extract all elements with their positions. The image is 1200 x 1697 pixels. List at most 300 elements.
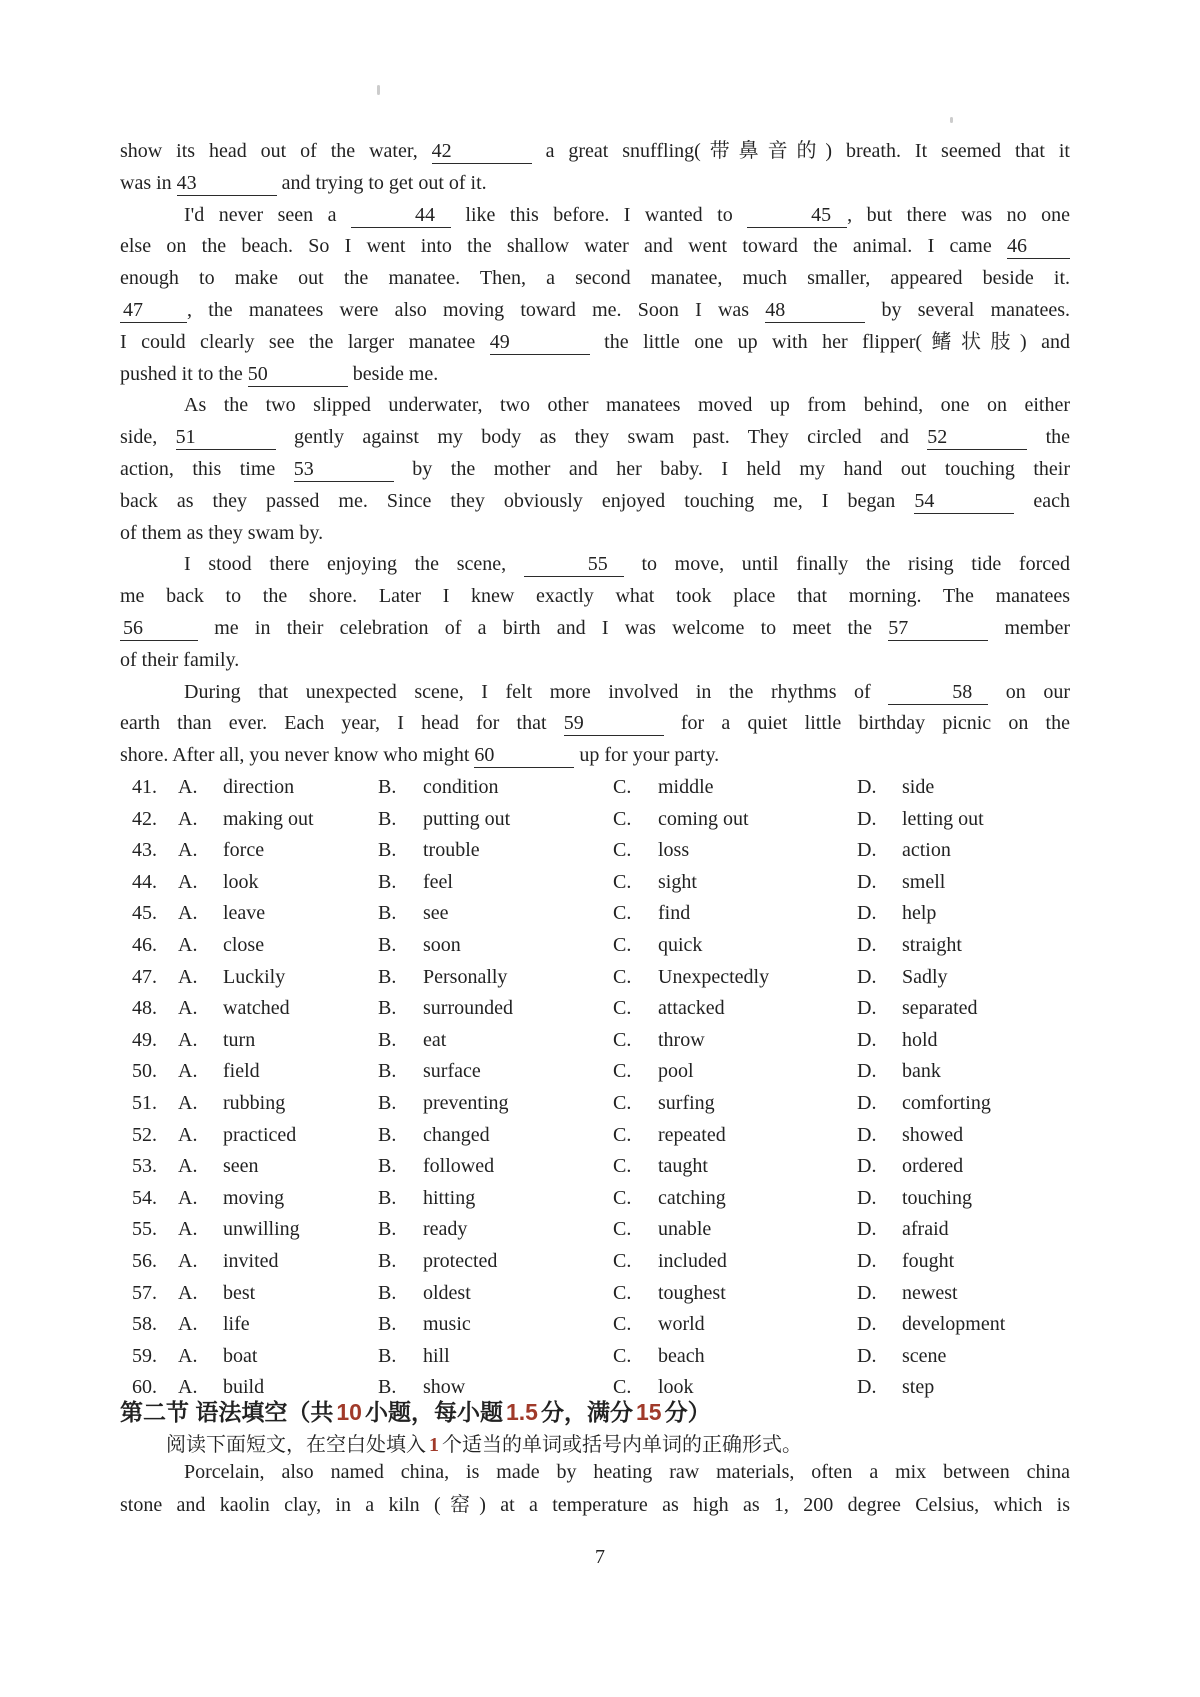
blank-53: 53 xyxy=(294,458,394,482)
option-letter-d: D. xyxy=(857,1376,877,1399)
option-letter-a: A. xyxy=(178,1218,198,1241)
option-letter-b: B. xyxy=(378,1186,397,1209)
option-letter-a: A. xyxy=(178,776,198,798)
blank-54: 54 xyxy=(914,490,1014,514)
option-letter-a: A. xyxy=(178,1186,198,1209)
option-b xyxy=(378,867,613,899)
option-number: 41. xyxy=(132,776,157,798)
option-word-b: preventing xyxy=(423,1091,509,1114)
option-word-d: scene xyxy=(902,1344,947,1367)
option-number: 42. xyxy=(132,807,157,830)
option-row xyxy=(120,930,1130,962)
option-word-d: touching xyxy=(902,1186,972,1209)
option-word-b: Personally xyxy=(423,965,508,988)
option-number: 51. xyxy=(132,1091,157,1114)
option-word-a: build xyxy=(223,1376,265,1399)
option-b xyxy=(378,804,613,836)
option-number: 46. xyxy=(132,933,157,956)
option-word-c: included xyxy=(658,1249,727,1272)
option-letter-a: A. xyxy=(178,1028,198,1051)
option-word-a: direction xyxy=(223,776,295,798)
blank-43: 43 xyxy=(177,172,277,196)
option-number: 48. xyxy=(132,997,157,1020)
option-word-d: newest xyxy=(902,1281,958,1304)
option-word-c: toughest xyxy=(658,1281,726,1304)
option-d xyxy=(857,1025,1130,1057)
option-word-b: surrounded xyxy=(423,997,513,1020)
option-word-b: trouble xyxy=(423,839,480,862)
option-a xyxy=(178,993,378,1025)
option-b xyxy=(378,1025,613,1057)
passage-line: pushed it to the 50 beside me. xyxy=(120,362,439,385)
option-b xyxy=(378,772,613,804)
option-c xyxy=(613,1246,857,1278)
option-word-d: separated xyxy=(902,997,978,1020)
option-letter-d: D. xyxy=(857,1028,877,1051)
cloze-options-table xyxy=(120,772,1130,1404)
option-word-a: unwilling xyxy=(223,1218,300,1241)
option-word-b: ready xyxy=(423,1218,468,1241)
passage-line: earth than ever. Each year, I head for that 59 for a quiet little birthday picnic on the xyxy=(120,712,1070,735)
option-letter-d: D. xyxy=(857,870,877,893)
option-word-c: beach xyxy=(658,1344,705,1367)
option-d xyxy=(857,1056,1130,1088)
option-letter-a: A. xyxy=(178,1281,198,1304)
option-c xyxy=(613,1088,857,1120)
option-word-a: rubbing xyxy=(223,1091,286,1114)
option-letter-b: B. xyxy=(378,839,397,862)
blank-56: 56 xyxy=(120,617,198,641)
option-a xyxy=(178,1183,378,1215)
option-letter-a: A. xyxy=(178,1123,198,1146)
option-d xyxy=(857,867,1130,899)
blank-51: 51 xyxy=(176,426,276,450)
option-number: 56. xyxy=(132,1249,157,1272)
option-number: 44. xyxy=(132,870,157,893)
blank-49: 49 xyxy=(490,331,590,355)
option-d xyxy=(857,930,1130,962)
option-word-b: soon xyxy=(423,933,461,956)
score-number: 10 xyxy=(336,1399,362,1425)
option-row xyxy=(120,804,1130,836)
option-b xyxy=(378,898,613,930)
option-a xyxy=(178,1246,378,1278)
option-d xyxy=(857,1183,1130,1215)
option-word-b: changed xyxy=(423,1123,490,1146)
option-word-c: taught xyxy=(658,1155,708,1178)
option-letter-a: A. xyxy=(178,807,198,830)
option-row xyxy=(120,1183,1130,1215)
option-letter-c: C. xyxy=(613,902,632,925)
option-c xyxy=(613,1309,857,1341)
section2-heading: 第二节 语法填空（共 10 小题，每小题 1.5 分，满分 15 分） xyxy=(120,1399,711,1425)
blank-42: 42 xyxy=(432,140,532,164)
option-c xyxy=(613,930,857,962)
option-b xyxy=(378,1151,613,1183)
option-letter-b: B. xyxy=(378,776,397,798)
option-c xyxy=(613,804,857,836)
option-letter-d: D. xyxy=(857,1091,877,1114)
option-number: 47. xyxy=(132,965,157,988)
option-d xyxy=(857,1214,1130,1246)
option-number: 58. xyxy=(132,1313,157,1336)
passage-line: was in 43 and trying to get out of it. xyxy=(120,171,487,194)
option-word-c: pool xyxy=(658,1060,694,1083)
option-letter-c: C. xyxy=(613,1123,632,1146)
option-number: 53. xyxy=(132,1155,157,1178)
option-word-a: life xyxy=(223,1313,250,1336)
option-a xyxy=(178,930,378,962)
option-word-d: straight xyxy=(902,933,962,956)
option-word-c: sight xyxy=(658,870,697,893)
score-number: 1 xyxy=(429,1434,439,1456)
option-c xyxy=(613,1151,857,1183)
option-word-b: hill xyxy=(423,1344,450,1367)
option-c xyxy=(613,993,857,1025)
option-word-d: afraid xyxy=(902,1218,949,1241)
option-d xyxy=(857,1151,1130,1183)
option-word-c: Unexpectedly xyxy=(658,965,770,988)
option-letter-b: B. xyxy=(378,997,397,1020)
option-c xyxy=(613,898,857,930)
passage-line: side, 51 gently against my body as they swam past. They circled and 52 the xyxy=(120,426,1071,449)
passage-line: I'd never seen a 44 like this before. I wanted to 45 , but there was no one xyxy=(184,203,1071,226)
option-word-a: practiced xyxy=(223,1123,297,1146)
option-letter-d: D. xyxy=(857,965,877,988)
option-b xyxy=(378,835,613,867)
option-a xyxy=(178,1214,378,1246)
option-word-b: putting out xyxy=(423,807,511,830)
option-row xyxy=(120,1025,1130,1057)
option-letter-d: D. xyxy=(857,1060,877,1083)
option-letter-c: C. xyxy=(613,1249,632,1272)
option-word-c: look xyxy=(658,1376,694,1399)
option-letter-a: A. xyxy=(178,997,198,1020)
blank-57: 57 xyxy=(888,617,988,641)
option-letter-d: D. xyxy=(857,807,877,830)
option-word-d: development xyxy=(902,1313,1006,1336)
option-word-d: side xyxy=(902,776,935,798)
option-b xyxy=(378,1120,613,1152)
option-letter-a: A. xyxy=(178,902,198,925)
option-a xyxy=(178,1056,378,1088)
option-letter-b: B. xyxy=(378,1313,397,1336)
option-letter-b: B. xyxy=(378,1376,397,1399)
option-b xyxy=(378,1214,613,1246)
option-b xyxy=(378,1246,613,1278)
option-word-b: hitting xyxy=(423,1186,476,1209)
option-word-a: look xyxy=(223,870,259,893)
passage-line: of them as they swam by. xyxy=(120,521,324,544)
blank-47: 47 xyxy=(120,299,187,323)
option-a xyxy=(178,1151,378,1183)
option-letter-d: D. xyxy=(857,997,877,1020)
option-row xyxy=(120,1088,1130,1120)
option-a xyxy=(178,1025,378,1057)
option-letter-d: D. xyxy=(857,1313,877,1336)
blank-60: 60 xyxy=(474,744,574,768)
option-letter-a: A. xyxy=(178,933,198,956)
option-row xyxy=(120,993,1130,1025)
option-word-d: help xyxy=(902,902,937,925)
option-letter-b: B. xyxy=(378,1218,397,1241)
option-d xyxy=(857,1120,1130,1152)
option-c xyxy=(613,867,857,899)
passage-line: me back to the shore. Later I knew exactly what took place that morning. The manatees xyxy=(120,585,1070,608)
option-a xyxy=(178,962,378,994)
passage-line: shore. After all, you never know who might 60 up for your party. xyxy=(120,744,720,767)
option-row xyxy=(120,898,1130,930)
porcelain-line: Porcelain, also named china, is made by heating raw materials, often a mix between china xyxy=(184,1461,1070,1483)
option-row xyxy=(120,962,1130,994)
option-c xyxy=(613,1120,857,1152)
option-row xyxy=(120,1120,1130,1152)
option-letter-b: B. xyxy=(378,1123,397,1146)
option-word-a: leave xyxy=(223,902,266,925)
option-letter-a: A. xyxy=(178,1313,198,1336)
option-letter-c: C. xyxy=(613,933,632,956)
option-d xyxy=(857,1341,1130,1373)
option-word-c: surfing xyxy=(658,1091,715,1114)
option-d xyxy=(857,1278,1130,1310)
option-word-a: moving xyxy=(223,1186,285,1209)
option-letter-d: D. xyxy=(857,839,877,862)
blank-58: 58 xyxy=(888,681,988,705)
option-letter-c: C. xyxy=(613,1028,632,1051)
option-a xyxy=(178,835,378,867)
option-letter-d: D. xyxy=(857,1123,877,1146)
option-row xyxy=(120,835,1130,867)
option-c xyxy=(613,1025,857,1057)
passage-line: else on the beach. So I went into the shallow water and went toward the animal. I came 46 xyxy=(120,231,1070,263)
option-c xyxy=(613,1056,857,1088)
option-word-c: catching xyxy=(658,1186,726,1209)
passage-line: I could clearly see the larger manatee 49 the little one up with her flipper(鳍状肢) and xyxy=(120,330,1070,353)
option-d xyxy=(857,1088,1130,1120)
porcelain-paragraph xyxy=(120,1456,1070,1522)
option-c xyxy=(613,1183,857,1215)
option-letter-c: C. xyxy=(613,1091,632,1114)
option-a xyxy=(178,867,378,899)
option-number: 57. xyxy=(132,1281,157,1304)
option-word-d: hold xyxy=(902,1028,938,1051)
option-letter-d: D. xyxy=(857,1344,877,1367)
blank-48: 48 xyxy=(765,299,865,323)
option-word-b: followed xyxy=(423,1155,495,1178)
option-word-d: fought xyxy=(902,1249,955,1272)
passage-line: action, this time 53 by the mother and her baby. I held my hand out touching their xyxy=(120,457,1070,480)
option-number: 54. xyxy=(132,1186,157,1209)
porcelain-line: stone and kaolin clay, in a kiln (窑) at a temperature as high as 1, 200 degree Celsius, which is xyxy=(120,1494,1070,1516)
option-word-b: condition xyxy=(423,776,499,798)
option-letter-c: C. xyxy=(613,965,632,988)
option-letter-b: B. xyxy=(378,965,397,988)
passage-line: back as they passed me. Since they obviously enjoyed touching me, I began 54 each xyxy=(120,489,1071,512)
option-a xyxy=(178,1278,378,1310)
blank-50: 50 xyxy=(248,363,348,387)
blank-46: 46 xyxy=(1007,235,1070,259)
option-letter-d: D. xyxy=(857,902,877,925)
option-b xyxy=(378,1183,613,1215)
option-word-c: unable xyxy=(658,1218,712,1241)
option-word-a: boat xyxy=(223,1344,258,1367)
option-c xyxy=(613,962,857,994)
option-row xyxy=(120,1214,1130,1246)
option-number: 60. xyxy=(132,1376,157,1399)
passage-line: enough to make out the manatee. Then, a second manatee, much smaller, appeared beside it. xyxy=(120,267,1070,290)
option-word-c: find xyxy=(658,902,691,925)
option-word-b: music xyxy=(423,1313,471,1336)
option-letter-a: A. xyxy=(178,965,198,988)
option-letter-c: C. xyxy=(613,870,632,893)
option-letter-c: C. xyxy=(613,1186,632,1209)
option-letter-c: C. xyxy=(613,1218,632,1241)
scan-speck xyxy=(950,117,953,123)
option-word-b: surface xyxy=(423,1060,481,1083)
page-number: 7 xyxy=(595,1546,605,1568)
option-a xyxy=(178,1120,378,1152)
option-word-d: letting out xyxy=(902,807,984,830)
option-row xyxy=(120,1309,1130,1341)
option-word-a: making out xyxy=(223,807,314,830)
passage-line: show its head out of the water, 42 a great snuffling(带鼻音的) breath. It seemed that it xyxy=(120,140,1070,162)
cloze-passage xyxy=(120,136,1070,772)
option-word-d: Sadly xyxy=(902,965,948,988)
option-letter-a: A. xyxy=(178,1060,198,1083)
option-b xyxy=(378,962,613,994)
blank-45: 45 xyxy=(747,204,847,228)
option-word-c: middle xyxy=(658,776,714,798)
option-letter-d: D. xyxy=(857,1249,877,1272)
option-row xyxy=(120,867,1130,899)
option-letter-a: A. xyxy=(178,1376,198,1399)
option-word-b: see xyxy=(423,902,449,925)
option-b xyxy=(378,1056,613,1088)
option-word-a: Luckily xyxy=(223,965,286,988)
option-letter-c: C. xyxy=(613,1060,632,1083)
option-b xyxy=(378,993,613,1025)
option-a xyxy=(178,772,378,804)
option-word-c: repeated xyxy=(658,1123,726,1146)
option-letter-d: D. xyxy=(857,1218,877,1241)
option-word-b: feel xyxy=(423,870,453,893)
option-letter-c: C. xyxy=(613,1344,632,1367)
option-row xyxy=(120,1341,1130,1373)
option-c xyxy=(613,772,857,804)
option-letter-c: C. xyxy=(613,1155,632,1178)
option-a xyxy=(178,1088,378,1120)
option-word-b: oldest xyxy=(423,1281,471,1304)
option-row xyxy=(120,1151,1130,1183)
option-letter-a: A. xyxy=(178,870,198,893)
option-word-a: field xyxy=(223,1060,260,1083)
option-letter-d: D. xyxy=(857,933,877,956)
option-letter-c: C. xyxy=(613,1313,632,1336)
blank-52: 52 xyxy=(927,426,1027,450)
option-c xyxy=(613,1341,857,1373)
option-d xyxy=(857,772,1130,804)
option-d xyxy=(857,804,1130,836)
option-word-a: best xyxy=(223,1281,256,1304)
option-letter-c: C. xyxy=(613,997,632,1020)
option-letter-c: C. xyxy=(613,1281,632,1304)
option-word-d: smell xyxy=(902,870,946,893)
option-letter-b: B. xyxy=(378,1249,397,1272)
option-d xyxy=(857,835,1130,867)
option-row xyxy=(120,1278,1130,1310)
option-c xyxy=(613,1278,857,1310)
option-d xyxy=(857,962,1130,994)
option-letter-c: C. xyxy=(613,1376,632,1399)
option-letter-a: A. xyxy=(178,839,198,862)
option-a xyxy=(178,1309,378,1341)
option-letter-b: B. xyxy=(378,870,397,893)
option-word-b: show xyxy=(423,1376,466,1399)
option-word-b: eat xyxy=(423,1028,447,1051)
option-word-c: throw xyxy=(658,1028,705,1051)
passage-line: As the two slipped underwater, two other manatees moved up from behind, one on either xyxy=(184,394,1070,417)
option-letter-a: A. xyxy=(178,1091,198,1114)
option-letter-c: C. xyxy=(613,839,632,862)
option-word-c: loss xyxy=(658,839,690,862)
option-letter-b: B. xyxy=(378,1028,397,1051)
option-letter-b: B. xyxy=(378,1155,397,1178)
option-word-d: action xyxy=(902,839,951,862)
option-letter-a: A. xyxy=(178,1249,198,1272)
option-a xyxy=(178,898,378,930)
option-row xyxy=(120,1056,1130,1088)
blank-44: 44 xyxy=(351,204,451,228)
section2-instruction: 阅读下面短文，在空白处填入 1 个适当的单词或括号内单词的正确形式。 xyxy=(166,1434,802,1456)
option-word-d: comforting xyxy=(902,1091,991,1114)
option-letter-d: D. xyxy=(857,1186,877,1209)
option-b xyxy=(378,930,613,962)
option-c xyxy=(613,835,857,867)
blank-55: 55 xyxy=(524,553,624,577)
passage-line: of their family. xyxy=(120,648,240,671)
option-word-c: quick xyxy=(658,933,703,956)
option-letter-b: B. xyxy=(378,1344,397,1367)
option-d xyxy=(857,1246,1130,1278)
option-b xyxy=(378,1309,613,1341)
option-b xyxy=(378,1341,613,1373)
option-word-a: seen xyxy=(223,1155,259,1178)
option-c xyxy=(613,1214,857,1246)
option-letter-b: B. xyxy=(378,902,397,925)
option-number: 50. xyxy=(132,1060,157,1083)
scan-speck xyxy=(377,85,380,95)
option-word-c: coming out xyxy=(658,807,749,830)
option-number: 52. xyxy=(132,1123,157,1146)
option-a xyxy=(178,1341,378,1373)
option-d xyxy=(857,898,1130,930)
option-letter-b: B. xyxy=(378,933,397,956)
option-letter-b: B. xyxy=(378,1281,397,1304)
passage-line: 47 , the manatees were also moving toward me. Soon I was 48 by several manatees. xyxy=(120,295,1070,327)
option-row xyxy=(120,1246,1130,1278)
option-word-d: bank xyxy=(902,1060,941,1083)
score-number: 1.5 xyxy=(505,1399,538,1425)
option-letter-d: D. xyxy=(857,776,877,798)
option-word-d: ordered xyxy=(902,1155,964,1178)
option-number: 49. xyxy=(132,1028,157,1051)
option-letter-a: A. xyxy=(178,1344,198,1367)
option-letter-a: A. xyxy=(178,1155,198,1178)
option-d xyxy=(857,1309,1130,1341)
option-number: 45. xyxy=(132,902,157,925)
option-b xyxy=(378,1278,613,1310)
option-word-a: force xyxy=(223,839,265,862)
